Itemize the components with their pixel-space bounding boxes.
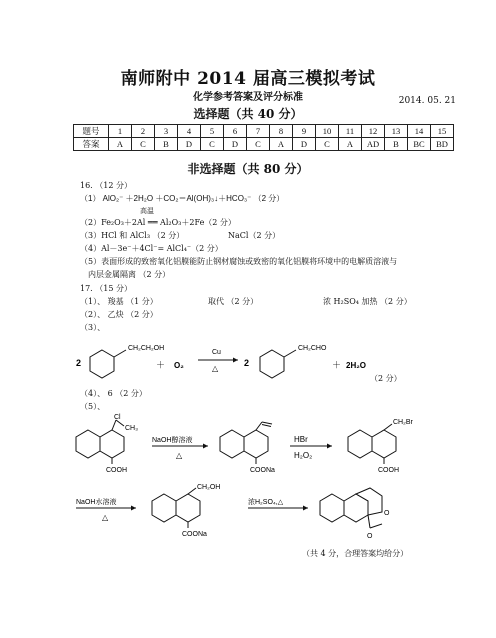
q17-part1c: 浓 H₂SO₄ 加热 （2 分） [323, 297, 412, 306]
compound-vinyl [220, 422, 275, 474]
table-cell: 10 [316, 125, 339, 138]
hydroxymethyl-label: CH₂OH [197, 484, 221, 491]
table-cell: A [339, 138, 362, 151]
arrow-head [303, 506, 308, 511]
q17-part1b: 取代 （2 分） [208, 297, 259, 306]
benzene-ring-reactant [90, 350, 114, 378]
table-cell: AD [362, 138, 385, 151]
bromomethyl-label: CH₂Br [393, 419, 413, 426]
table-cell: 14 [408, 125, 431, 138]
catalyst-label: Cu [212, 349, 221, 356]
synthesis-route [70, 412, 430, 562]
table-cell: 1 [109, 125, 132, 138]
q16-part5: （5）表面形成的致密氧化铝膜能防止钢材腐蚀或致密的氧化铝膜将环境中的电解质溶液与 [80, 257, 398, 266]
q17-part3-score: （2 分） [370, 374, 402, 383]
table-cell: 11 [339, 125, 362, 138]
q17-part5-note: （共 4 分，合理答案均给分） [302, 549, 409, 558]
reagent-2-bottom: H₂O₂ [294, 451, 313, 460]
bond [284, 350, 296, 357]
carbonyl-oxygen-label: O [367, 533, 373, 540]
q17-part4: （4）、 6 （2 分） [80, 389, 147, 398]
heat-symbol: △ [102, 513, 109, 522]
answer-table [73, 124, 454, 151]
table-row-numbers [74, 125, 454, 138]
table-cell: 15 [431, 125, 454, 138]
arrow-head [233, 358, 238, 363]
coef-product: 2 [244, 358, 250, 368]
arrow-head [131, 506, 136, 511]
compound-lactone [320, 488, 390, 540]
table-cell: C [132, 138, 155, 151]
table-cell: D [224, 138, 247, 151]
table-cell: 8 [270, 125, 293, 138]
table-cell: C [201, 138, 224, 151]
table-cell: 2 [132, 125, 155, 138]
carboxyl-label: COOH [378, 467, 399, 474]
compound-alcohol [152, 484, 220, 538]
q16-part2: （2）Fe₂O₃＋2Al ══ Al₂O₃＋2Fe（2 分） [80, 218, 236, 227]
coef-reactant: 2 [76, 358, 82, 368]
table-cell: 9 [293, 125, 316, 138]
table-cell: A [109, 138, 132, 151]
heat-symbol: △ [212, 364, 219, 373]
q17-part1a: （1）、 羧基 （1 分） [80, 297, 158, 306]
carboxylate-label: COONa [182, 531, 207, 538]
table-cell: 4 [178, 125, 201, 138]
carboxylate-label: COONa [250, 467, 275, 474]
table-cell: C [316, 138, 339, 151]
q16-heading: 16. （12 分） [80, 181, 132, 190]
q17-part5: （5）、 [80, 402, 106, 411]
plus-sign: ＋ [332, 360, 342, 370]
table-cell: BC [408, 138, 431, 151]
reagent-1: NaOH醇溶液 [152, 437, 193, 444]
chloro-label: Cl [114, 414, 121, 421]
arrow-head [327, 444, 332, 449]
section-choice-title: 选择题（共 40 分） [193, 107, 303, 121]
q17-part3: （3）、 [80, 323, 106, 332]
page-title: 南师附中 2014 届高三模拟考试 [120, 69, 376, 89]
q16-part5-cont: 内层金属隔离 （2 分） [88, 270, 171, 279]
row-label: 答案 [74, 138, 109, 151]
ring-oxygen-label: O [384, 510, 390, 517]
table-cell: 3 [155, 125, 178, 138]
table-cell: D [293, 138, 316, 151]
q16-part4: （4）Al－3e⁻＋4Cl⁻= AlCl₄⁻（2 分） [80, 244, 223, 253]
q16-condition: 高温 [140, 207, 154, 215]
page-subtitle: 化学参考答案及评分标准 [193, 92, 303, 103]
table-cell: 12 [362, 125, 385, 138]
q17-heading: 17. （15 分） [80, 284, 132, 293]
carboxyl-label: COOH [106, 467, 127, 474]
bond [114, 350, 126, 357]
substituent-reactant: CH₂CH₂OH [128, 345, 165, 352]
q16-part3a: （3）HCl 和 AlCl₃ （2 分） [80, 231, 185, 240]
table-cell: D [178, 138, 201, 151]
q16-part3b: NaCl（2 分） [228, 231, 281, 240]
compound-start [76, 414, 138, 474]
table-cell: BD [431, 138, 454, 151]
arrow-head [203, 444, 208, 449]
methyl-label: CH₃ [125, 425, 138, 432]
q17-part2: （2）、 乙炔 （2 分） [80, 310, 158, 319]
oxygen: O₂ [174, 361, 184, 370]
table-cell: 6 [224, 125, 247, 138]
table-cell: B [385, 138, 408, 151]
table-row-answers [74, 138, 454, 151]
plus-sign: ＋ [156, 360, 166, 370]
row-label: 题号 [74, 125, 109, 138]
reagent-4: 浓H₂SO₄,△ [248, 499, 284, 506]
table-cell: C [247, 138, 270, 151]
table-cell: B [155, 138, 178, 151]
table-cell: 7 [247, 125, 270, 138]
exam-date: 2014. 05. 21 [398, 96, 456, 106]
table-cell: 13 [385, 125, 408, 138]
substituent-product: CH₂CHO [298, 345, 327, 352]
table-cell: A [270, 138, 293, 151]
water: 2H₂O [346, 361, 367, 370]
compound-bromide [348, 419, 413, 474]
benzene-ring-product [260, 350, 284, 378]
section-nonchoice-title: 非选择题（共 80 分） [187, 162, 309, 176]
heat-symbol: △ [176, 451, 183, 460]
reagent-3: NaOH水溶液 [76, 499, 117, 506]
q16-part1: （1） AlO₂⁻ ＋2H₂O ＋CO₂＝Al(OH)₃↓＋HCO₃⁻ （2 分） [80, 194, 285, 203]
reagent-2-top: HBr [294, 435, 308, 444]
table-cell: 5 [201, 125, 224, 138]
